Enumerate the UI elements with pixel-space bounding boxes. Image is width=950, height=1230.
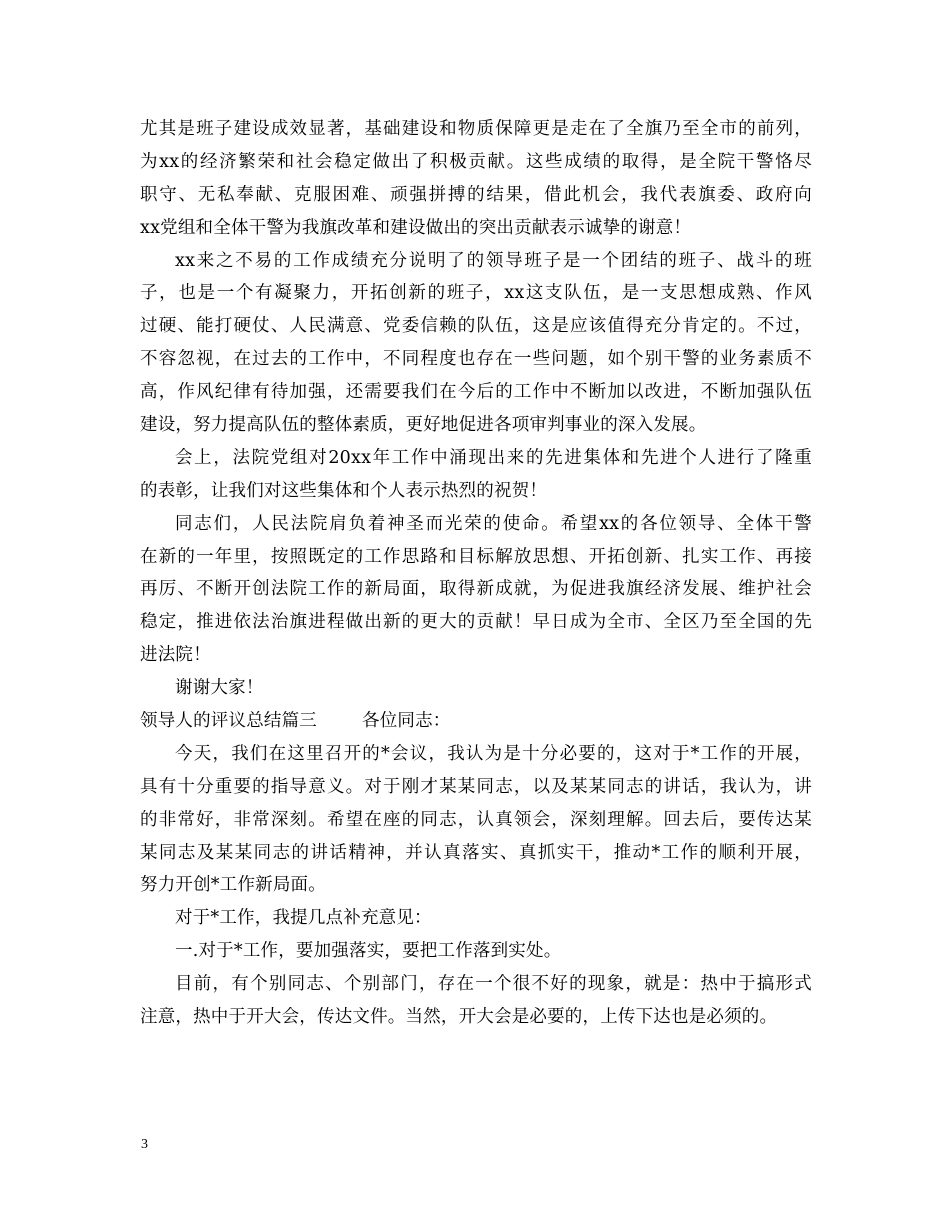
- paragraph-line: 一.对于*工作，要加强落实，要把工作落到实处。: [175, 941, 562, 962]
- paragraph-p6: [140, 738, 812, 902]
- paragraph-p2: [140, 245, 812, 442]
- paragraph-line: 的表彰，让我们对这些集体和个人表示热烈的祝贺！: [140, 480, 548, 501]
- paragraph-line: 会上，法院党组对20xx年工作中涌现出来的先进集体和先进个人进行了隆重: [175, 447, 812, 468]
- paragraph-line: 尤其是班子建设成效显著，基础建设和物质保障更是走在了全旗乃至全市的前列，: [140, 119, 812, 139]
- paragraph-line: 建设，努力提高队伍的整体素质，更好地促进各项审判事业的深入发展。: [140, 415, 707, 436]
- paragraph-line: 的非常好，非常深刻。希望在座的同志，认真领会，深刻理解。回去后，要传达某: [140, 809, 812, 830]
- page-number: 3: [141, 1137, 148, 1152]
- paragraph-line: 注意，热中于开大会，传达文件。当然，开大会是必要的，上传下达也是必须的。: [140, 1007, 778, 1028]
- paragraph-line: 职守、无私奉献、克服困难、顽强拼搏的结果，借此机会，我代表旗委、政府向: [140, 184, 812, 205]
- paragraph-line: 具有十分重要的指导意义。对于刚才某某同志，以及某某同志的讲话，我认为，讲: [140, 776, 812, 797]
- section-title: 领导人的评议总结篇三: [140, 711, 317, 732]
- paragraph-line: 今天，我们在这里召开的*会议，我认为是十分必要的，这对于*工作的开展，: [175, 743, 812, 764]
- paragraph-line: 进法院！: [140, 645, 211, 666]
- paragraph-line: xx党组和全体干警为我旗改革和建设做出的突出贡献表示诚挚的谢意！: [140, 217, 692, 238]
- paragraph-line: 同志们，人民法院肩负着神圣而光荣的使命。希望xx的各位领导、全体干警: [175, 513, 812, 534]
- paragraph-p8: [140, 935, 812, 968]
- paragraph-line: xx来之不易的工作成绩充分说明了的领导班子是一个团结的班子、战斗的班: [175, 250, 812, 271]
- paragraph-line: 过硬、能打硬仗、人民满意、党委信赖的队伍，这是应该值得充分肯定的。不过，: [140, 316, 812, 337]
- paragraph-line: 再厉、不断开创法院工作的新局面，取得新成就，为促进我旗经济发展、维护社会: [140, 579, 812, 600]
- paragraph-line: 子，也是一个有凝聚力，开拓创新的班子，xx这支队伍，是一支思想成熟、作风: [140, 283, 812, 304]
- paragraph-line: 为xx的经济繁荣和社会稳定做出了积极贡献。这些成绩的取得，是全院干警恪尽: [140, 151, 812, 172]
- paragraph-p3: [140, 442, 812, 508]
- heading-spacer: [317, 705, 362, 738]
- paragraph-line: 高，作风纪律有待加强，还需要我们在今后的工作中不断加以改进，不断加强队伍: [140, 382, 812, 403]
- paragraph-line: 某同志及某某同志的讲话精神，并认真落实、真抓实干，推动*工作的顺利开展，: [140, 842, 812, 863]
- paragraph-line: 在新的一年里，按照既定的工作思路和目标解放思想、开拓创新、扎实工作、再接: [140, 546, 812, 567]
- paragraph-p1: [140, 113, 812, 245]
- paragraph-line: 稳定，推进依法治旗进程做出新的更大的贡献！早日成为全市、全区乃至全国的先: [140, 612, 812, 633]
- paragraph-p7: [140, 902, 812, 935]
- paragraph-p9: [140, 968, 812, 1034]
- paragraph-line: 不容忽视，在过去的工作中，不同程度也存在一些问题，如个别干警的业务素质不: [140, 349, 812, 370]
- salutation: 各位同志：: [362, 711, 451, 732]
- paragraph-line: 目前，有个别同志、个别部门，存在一个很不好的现象，就是：热中于搞形式: [175, 974, 812, 995]
- paragraph-line: 对于*工作，我提几点补充意见：: [175, 908, 432, 929]
- section-heading: [140, 705, 812, 738]
- paragraph-p5: [140, 672, 812, 705]
- paragraph-p4: [140, 508, 812, 672]
- document-body: [140, 113, 812, 1034]
- paragraph-line: 谢谢大家！: [175, 678, 264, 699]
- paragraph-line: 努力开创*工作新局面。: [140, 875, 326, 896]
